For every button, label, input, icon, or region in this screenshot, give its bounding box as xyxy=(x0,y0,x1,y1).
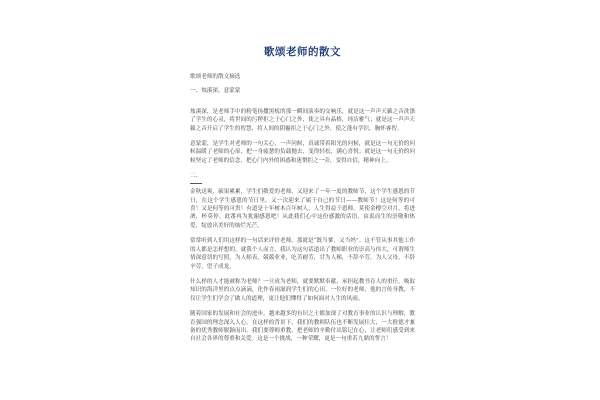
paragraph-1: 烛溪深，是老师手中的粉笔扬撒黑板的那一瞬间演奏的交响乐，就是这一声声天籁之音洗涤了学生的心灵，将世间的污秽拒之于心门之外，使之具有晶格，纯洁雅气；就是这一声声天籁之音开启了学生的智慧，将人间的阴霾拒之于心门之外，使之蓬有学识，胸怀睿智。 xyxy=(190,108,415,132)
document-title: 歌颂老师的散文 xyxy=(264,46,341,58)
section-two-heading: 二、 xyxy=(190,173,202,180)
section-one-heading: 一、烛溪深，意蒙蒙 xyxy=(190,88,241,95)
paragraph-4: 常常听到人们用这样的一句话来评价老师，那就是“既当爹，又当妈”。这不管从事其他工作的人都是怎样想的，就我个人而言，我认为这句话道出了教师职业的崇高与伟大，可谓师生情深意切的写照。为人师表，兢兢业业，吃苦耐劳，甘为人梯，不辞辛劳，为人父母，不辞辛劳，望子成龙。 xyxy=(190,238,415,270)
document-subtitle: 歌颂老师的散文摘选 xyxy=(190,74,241,80)
paragraph-6: 随着国家的发展和社会的进步，越来越多的有识之士都加深了对教育事业的认识与理解，教育强国的理念深入人心。在这样的背景下，我们的教师队伍也不断发展壮大，一大批德才兼备的优秀教师脱颖而出。我们要尊师重教，把老师的辛勤付出铭记在心，让老师们感受到来自社会各界的尊重和关爱。这是一个挑战，一种荣耀，更是一句重若九鼎的誓言！ xyxy=(190,311,415,343)
paragraph-5: 什么样的人才能被称为老师？一旦成为老师，就要默默奉献，承担起教书育人的重任，吸取知识的海洋里的点点滴滴，化作春雨滋润学生们的心田。一位好的老师，他的言传身教，不仅让学生们学会了做人的道理，更让他们懂得了如何面对人生的风雨。 xyxy=(190,278,415,302)
section-divider xyxy=(190,183,202,184)
paragraph-2: 意蒙蒙，是学生对老师的一句关心，一声问候，真诚带着阳光的问候，就是这一句无价的问候温暖了老师的心扉，把一身疲惫的负载抛去，变得轻松，满心喜悦；就是这一句无价的问候坚定了老师的信念，把心门内外的困惑和迷惘拒之一旁，变得自信，精神向上。 xyxy=(190,141,415,164)
paragraph-3: 金秋送爽，硕果累累，学生们敬爱的老师，又迎来了一年一度的教师节，这个学生感恩的节日，在这个学生感恩的节日里，又一次迎来了属于自己的节日——教师节！这是何等的可喜！又是何等的可贵！有道是十年树木百年树人，人生得益于恩师，莫使金樽空对月，将进酒，杯莫停。此番再为犹谢感恩吧！从此我们心中这份感激的话语，由衷而生的崇敬和热爱，绽放出美好的灿烂光芒。 xyxy=(190,189,415,229)
